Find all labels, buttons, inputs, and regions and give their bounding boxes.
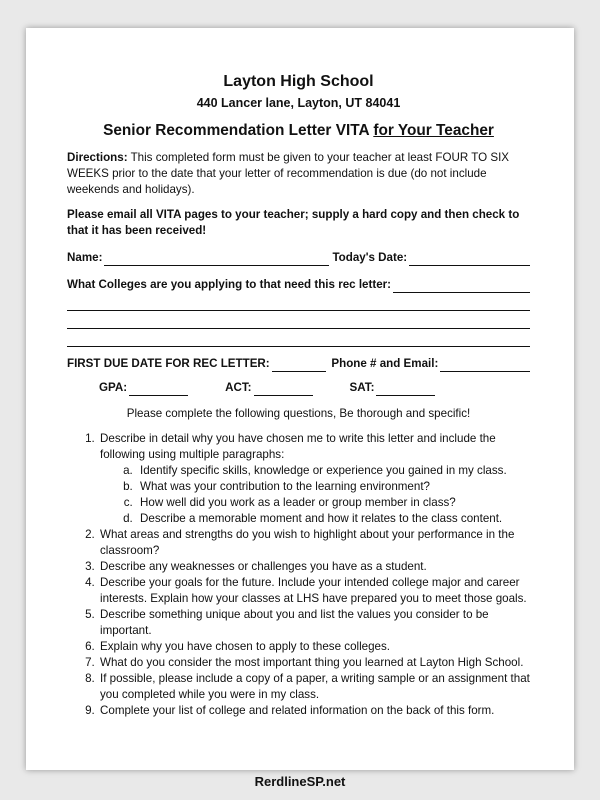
colleges-field[interactable]: [393, 281, 530, 293]
directions-label: Directions:: [67, 151, 128, 164]
form-page: [26, 28, 574, 770]
directions: [67, 150, 530, 198]
question-item: 8. If possible, please include a copy of a paper, a writing sample or an assignment that you completed while you were in my class.: [98, 671, 530, 703]
gpa-label: GPA:: [99, 381, 128, 394]
scores-row: [67, 380, 530, 396]
colleges-label: What Colleges are you applying to that need this rec letter:: [67, 278, 392, 291]
due-date-row: [67, 356, 530, 372]
question-item: [98, 431, 530, 527]
todays-date-label: Today's Date:: [332, 251, 408, 264]
footer-watermark: RerdlineSP.net: [254, 774, 346, 789]
name-date-row: [67, 250, 530, 266]
colleges-line-3[interactable]: [67, 329, 530, 347]
questions-list: [67, 431, 530, 719]
form-title: [67, 121, 530, 141]
due-date-field[interactable]: [272, 360, 327, 372]
subquestion-item: c. How well did you work as a leader or group member in class?: [136, 495, 530, 511]
school-name: Layton High School: [223, 73, 374, 90]
colleges-line-2[interactable]: [67, 311, 530, 329]
phone-email-label: Phone # and Email:: [331, 357, 439, 370]
form-title-main: Senior Recommendation Letter VITA: [103, 122, 374, 139]
directions-text: This completed form must be given to your teacher at least FOUR TO SIX WEEKS prior to the date that your letter of recommendation is due (do not include weekends and holidays).: [67, 151, 510, 196]
instruction: Please complete the following questions, Be thorough and specific!: [126, 407, 471, 420]
question-item: 3. Describe any weaknesses or challenges you have as a student.: [98, 559, 530, 575]
email-note: Please email all VITA pages to your teacher; supply a hard copy and then check to that it has been received!: [67, 208, 520, 237]
school-address: 440 Lancer lane, Layton, UT 84041: [196, 96, 401, 110]
gpa-field[interactable]: [129, 384, 188, 396]
subquestion-item: d. Describe a memorable moment and how it relates to the class content.: [136, 511, 530, 527]
act-field[interactable]: [254, 384, 313, 396]
question-item: 5. Describe something unique about you and list the values you consider to be important.: [98, 607, 530, 639]
act-label: ACT:: [225, 381, 252, 394]
name-field[interactable]: [104, 254, 329, 266]
question-item: 7. What do you consider the most important thing you learned at Layton High School.: [98, 655, 530, 671]
subquestions-list: [100, 463, 530, 527]
due-date-label: FIRST DUE DATE FOR REC LETTER:: [67, 357, 270, 370]
colleges-line-1[interactable]: [67, 293, 530, 311]
todays-date-field[interactable]: [409, 254, 530, 266]
question-item: 9. Complete your list of college and related information on the back of this form.: [98, 703, 530, 719]
question-item: 4. Describe your goals for the future. Include your intended college major and career interests. Explain how your classes at LHS have prepared you to meet those goals.: [98, 575, 530, 607]
sat-field[interactable]: [376, 384, 435, 396]
question-item: 6. Explain why you have chosen to apply to these colleges.: [98, 639, 530, 655]
subquestion-item: b. What was your contribution to the learning environment?: [136, 479, 530, 495]
colleges-row: [67, 277, 530, 293]
question-item: 2. What areas and strengths do you wish to highlight about your performance in the classroom?: [98, 527, 530, 559]
question-text: Describe in detail why you have chosen me to write this letter and include the following using multiple paragraphs:: [100, 432, 496, 461]
name-label: Name:: [67, 251, 103, 264]
phone-email-field[interactable]: [440, 360, 530, 372]
sat-label: SAT:: [349, 381, 375, 394]
form-title-underlined: for Your Teacher: [373, 122, 494, 139]
subquestion-item: a. Identify specific skills, knowledge or experience you gained in my class.: [136, 463, 530, 479]
